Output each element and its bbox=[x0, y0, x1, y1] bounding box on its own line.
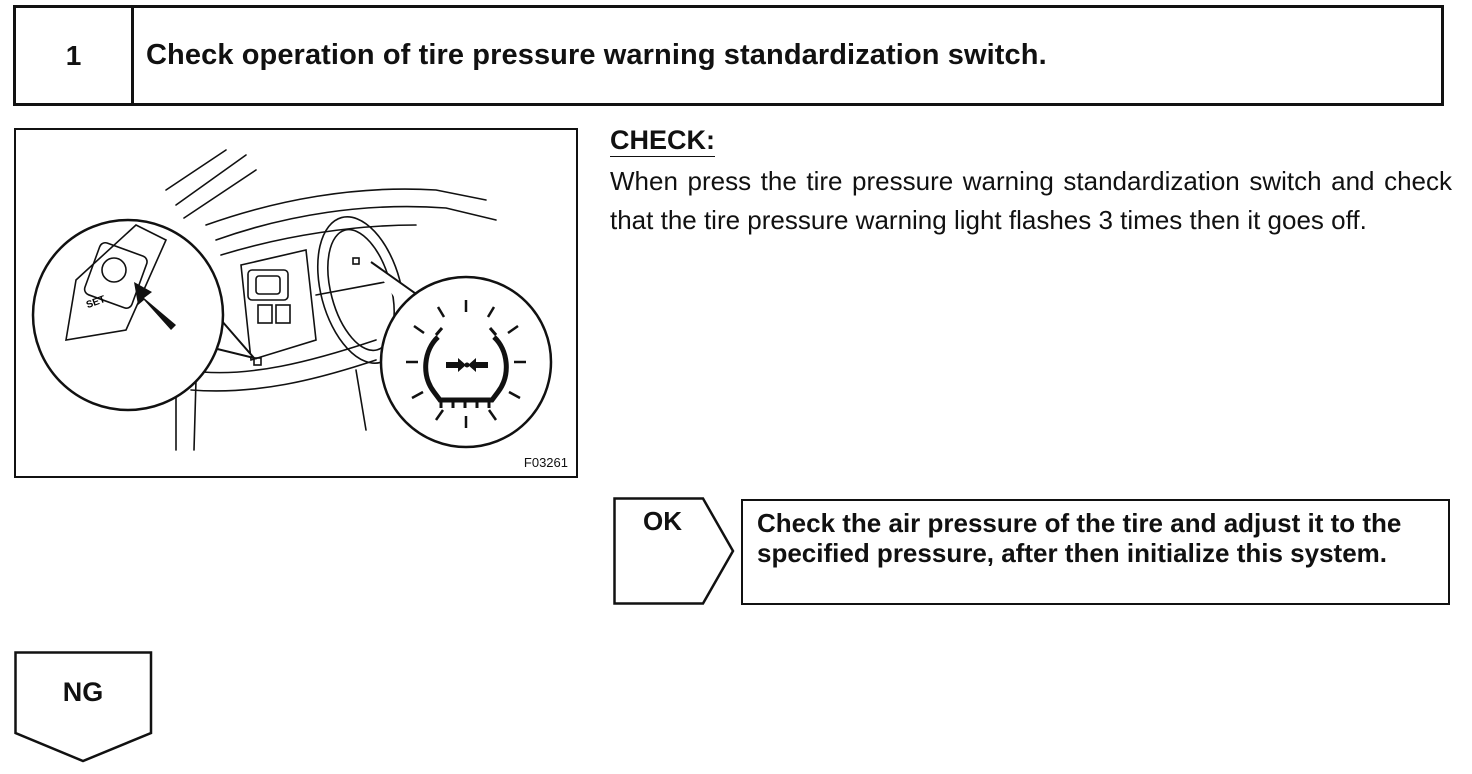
ok-label: OK bbox=[643, 506, 682, 536]
check-label: CHECK: bbox=[610, 125, 715, 155]
pillar-line bbox=[166, 150, 226, 190]
step-number: 1 bbox=[16, 8, 134, 103]
ok-result-box: Check the air pressure of the tire and adjust it to the specified pressure, after then initialize this system. bbox=[741, 499, 1450, 605]
dashboard-drawing bbox=[16, 130, 576, 476]
ng-branch-tab bbox=[14, 651, 154, 763]
warning-light-zoom-circle bbox=[371, 262, 551, 447]
switch-zoom-circle bbox=[33, 220, 254, 410]
ok-branch-tab bbox=[613, 497, 738, 605]
warning-light-indicator bbox=[353, 258, 359, 264]
dashboard-illustration bbox=[14, 128, 578, 478]
step-header bbox=[13, 5, 1444, 106]
figure-code: F03261 bbox=[523, 455, 568, 470]
switch-set-label: SET bbox=[84, 294, 107, 312]
ng-label: NG bbox=[62, 677, 104, 707]
step-title: Check operation of tire pressure warning standardization switch. bbox=[146, 39, 1047, 71]
dash-top-line bbox=[206, 189, 486, 225]
console-vent bbox=[248, 270, 288, 300]
check-instructions: When press the tire pressure warning standardization switch and check that the tire pressure warning light flashes 3 times then it goes off. bbox=[610, 166, 1452, 235]
